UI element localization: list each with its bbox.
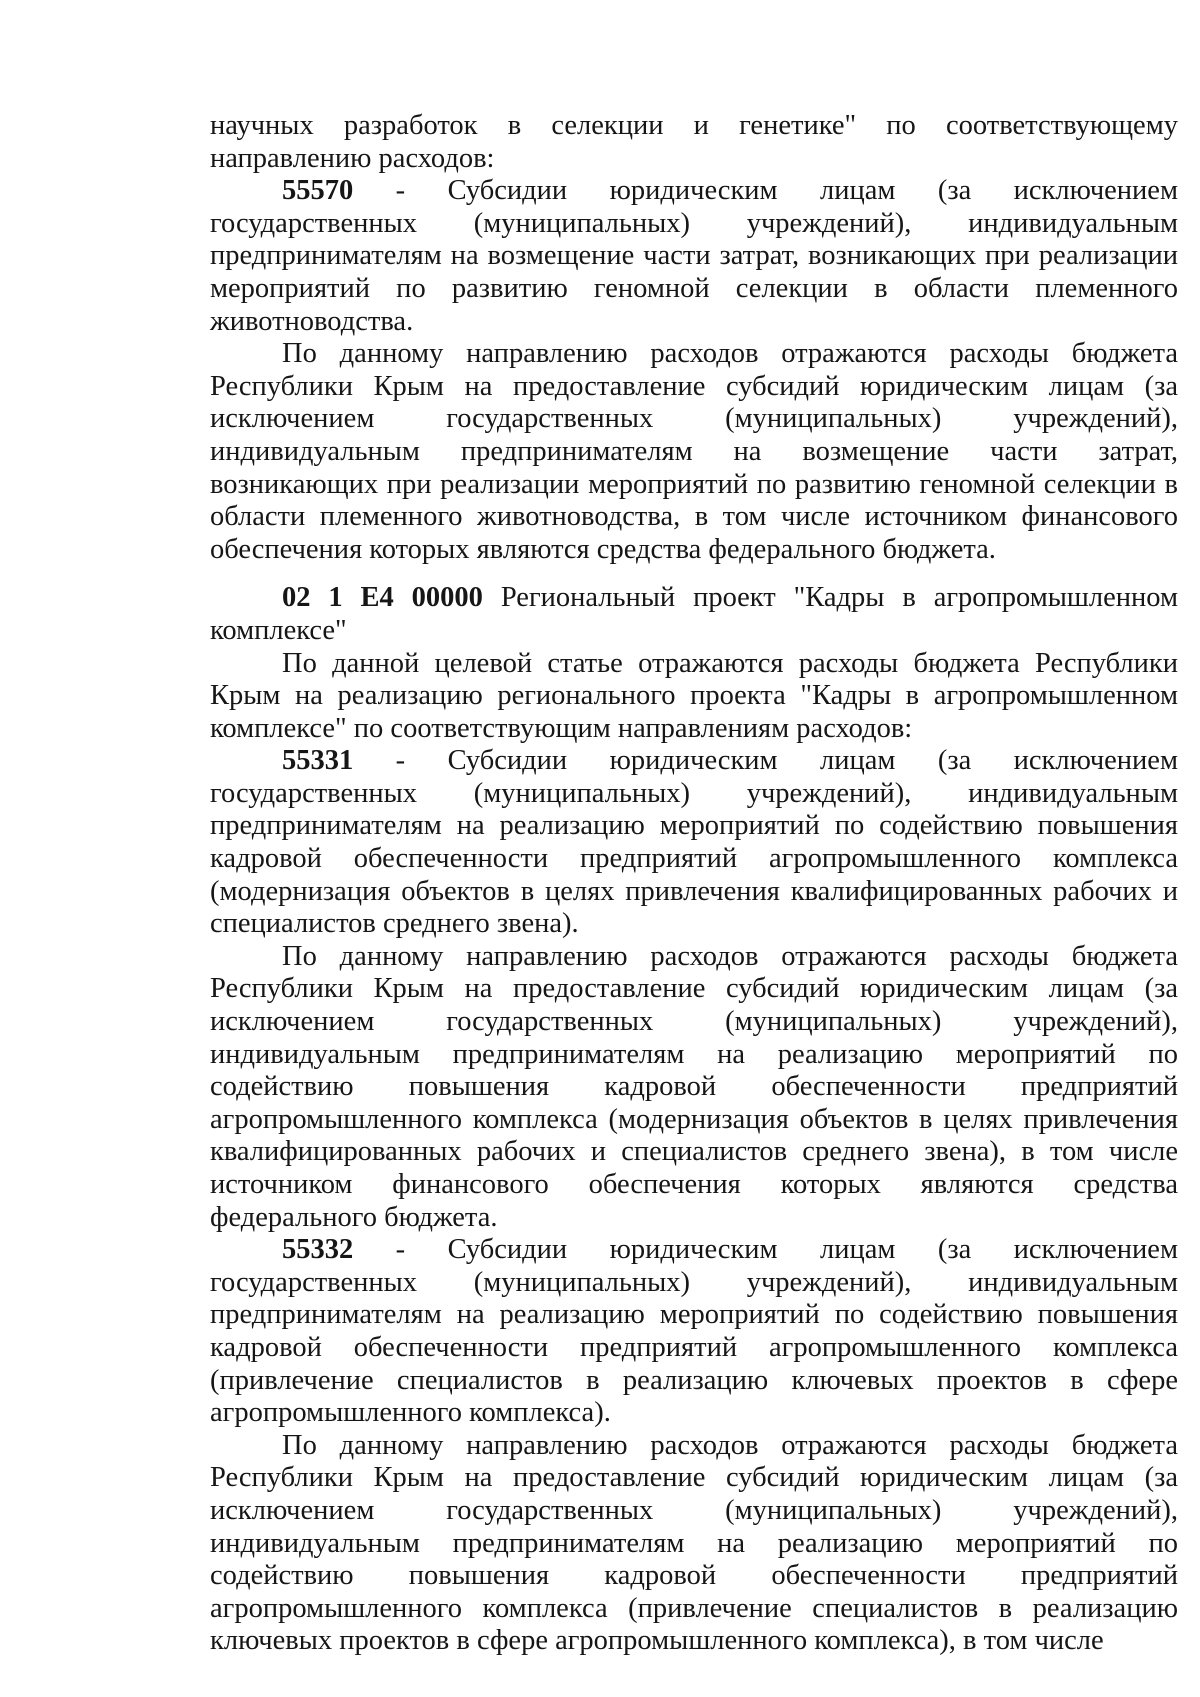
paragraph-text: научных разработок в селекции и генетике" по соответствующему направлению расходов: — [210, 110, 1178, 174]
paragraph — [210, 648, 1178, 746]
paragraph — [210, 745, 1178, 941]
section-title: Региональный проект "Кадры в агропромышленном комплексе" — [210, 582, 1178, 646]
paragraph-text: - Субсидии юридическим лицам (за исключением государственных (муниципальных) учреждений), индивидуальным предпринимателям на реализацию мероприятий по содействию повышения кадровой обеспеченности предприятий агропромышленного комплекса (модернизация объектов в целях привлечения квалифицированных рабочих и специалистов среднего звена). — [210, 745, 1178, 940]
document-page — [210, 110, 1178, 1658]
section-heading — [210, 582, 1178, 647]
paragraph-code: 55332 — [282, 1234, 354, 1266]
paragraph-text: По данному направлению расходов отражаются расходы бюджета Республики Крым на предоставление субсидий юридическим лицам (за исключением государственных (муниципальных) учреждений), индивидуальным предпринимателям на реализацию мероприятий по содействию повышения кадровой обеспеченности предприятий агропромышленного комплекса (модернизация объектов в целях привлечения квалифицированных рабочих и специалистов среднего звена), в том числе источником финансового обеспечения которых являются средства федерального бюджета. — [210, 940, 1178, 1233]
paragraph-code: 55570 — [282, 175, 354, 207]
paragraph-text: По данному направлению расходов отражаются расходы бюджета Республики Крым на предоставление субсидий юридическим лицам (за исключением государственных (муниципальных) учреждений), индивидуальным предпринимателям на реализацию мероприятий по содействию повышения кадровой обеспеченности предприятий агропромышленного комплекса (привлечение специалистов в реализацию ключевых проектов в сфере агропромышленного комплекса), в том числе — [210, 1429, 1178, 1657]
paragraph — [210, 1430, 1178, 1658]
paragraph-code: 55331 — [282, 745, 354, 777]
paragraph — [210, 1234, 1178, 1430]
section-code: 02 1 Е4 00000 — [282, 582, 483, 614]
paragraph-text: - Субсидии юридическим лицам (за исключением государственных (муниципальных) учреждений), индивидуальным предпринимателям на реализацию мероприятий по содействию повышения кадровой обеспеченности предприятий агропромышленного комплекса (привлечение специалистов в реализацию ключевых проектов в сфере агропромышленного комплекса). — [210, 1234, 1178, 1429]
paragraph — [210, 338, 1178, 566]
paragraph — [210, 110, 1178, 175]
paragraph-text: По данному направлению расходов отражаются расходы бюджета Республики Крым на предоставление субсидий юридическим лицам (за исключением государственных (муниципальных) учреждений), индивидуальным предпринимателям на возмещение части затрат, возникающих при реализации мероприятий по развитию геномной селекции в области племенного животноводства, в том числе источником финансового обеспечения которых являются средства федерального бюджета. — [210, 338, 1178, 565]
paragraph — [210, 175, 1178, 338]
paragraph-text: По данной целевой статье отражаются расходы бюджета Республики Крым на реализацию регионального проекта "Кадры в агропромышленном комплексе" по соответствующим направлениям расходов: — [210, 647, 1178, 744]
paragraph — [210, 941, 1178, 1234]
paragraph-text: - Субсидии юридическим лицам (за исключением государственных (муниципальных) учреждений), индивидуальным предпринимателям на возмещение части затрат, возникающих при реализации мероприятий по развитию геномной селекции в области племенного животноводства. — [210, 175, 1178, 337]
